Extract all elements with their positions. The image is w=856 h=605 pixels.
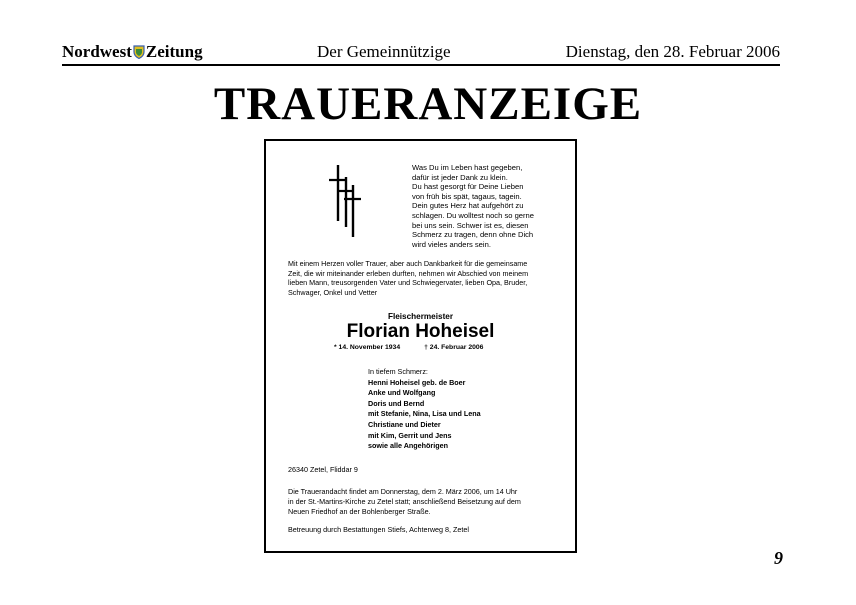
mourners-lead: In tiefem Schmerz:: [368, 367, 428, 376]
life-dates: [334, 344, 483, 351]
mourner-entry: mit Kim, Gerrit und Jens: [368, 430, 452, 440]
intro-line: Zeit, die wir miteinander erleben durften, nehmen wir Abschied von meinem: [288, 268, 529, 278]
crosses-icon: [326, 163, 362, 239]
deceased-name: Florian Hoheisel: [346, 321, 495, 342]
issue-date: Dienstag, den 28. Februar 2006: [565, 42, 780, 61]
crest-icon: [133, 45, 145, 59]
birth-date: * 14. November 1934: [334, 344, 401, 351]
poem-line: bei uns sein. Schwer ist es, diesen: [412, 220, 529, 230]
service-line: Die Trauerandacht findet am Donnerstag, dem 2. März 2006, um 14 Uhr: [288, 487, 518, 496]
intro-paragraph: [288, 259, 563, 297]
mourners-list: [368, 367, 481, 452]
page-number: 9: [774, 548, 783, 568]
mourner-entry: Henni Hoheisel geb. de Boer: [368, 377, 466, 387]
poem-line: Dein gutes Herz hat aufgehört zu: [412, 201, 524, 211]
memorial-poem: [412, 163, 572, 249]
header-rule: [62, 64, 780, 66]
poem-line: dafür ist jeder Dank zu klein.: [412, 172, 508, 182]
newspaper-brand: [62, 42, 203, 62]
poem-line: von früh bis spät, tagaus, tagein.: [412, 191, 522, 201]
poem-line: Du hast gesorgt für Deine Lieben: [412, 182, 524, 192]
poem-line: Was Du im Leben hast gegeben,: [412, 163, 523, 172]
mourner-entry: sowie alle Angehörigen: [368, 441, 449, 451]
intro-line: lieben Mann, treusorgenden Vater und Schwiegervater, lieben Opa, Bruder,: [288, 278, 528, 288]
service-details: [288, 487, 563, 516]
service-line: in der St.-Martins-Kirche zu Zetel statt; anschließend Beisetzung auf dem: [288, 496, 521, 506]
intro-line: Schwager, Onkel und Vetter: [288, 287, 378, 297]
intro-line: Mit einem Herzen voller Trauer, aber auch Dankbarkeit für die gemeinsame: [288, 259, 528, 268]
undertaker-note: Betreuung durch Bestattungen Stiefs, Achterweg 8, Zetel: [288, 525, 469, 534]
family-address: 26340 Zetel, Fliddar 9: [288, 465, 358, 474]
mourner-entry: Doris und Bernd: [368, 398, 425, 408]
mourner-entry: Christiane und Dieter: [368, 419, 441, 429]
deceased-trade: Fleischermeister: [387, 312, 454, 321]
newspaper-header: [62, 42, 780, 64]
mourner-entry: Anke und Wolfgang: [368, 388, 436, 398]
brand-part-1: Nordwest: [62, 42, 132, 61]
mourner-entry: mit Stefanie, Nina, Lisa und Lena: [368, 409, 481, 419]
section-title: Der Gemeinnützige: [317, 42, 451, 61]
brand-part-2: Zeitung: [145, 42, 203, 61]
poem-line: Schmerz zu tragen, denn ohne Dich: [412, 230, 534, 240]
page-headline: TRAUERANZEIGE: [213, 78, 643, 130]
service-line: Neuen Friedhof an der Bohlenberger Straße.: [288, 506, 431, 516]
poem-line: wird vieles anders sein.: [412, 239, 491, 249]
death-date: † 24. Februar 2006: [424, 344, 484, 351]
obituary-notice: [264, 139, 577, 553]
poem-line: schlagen. Du wolltest noch so gerne: [412, 210, 534, 220]
